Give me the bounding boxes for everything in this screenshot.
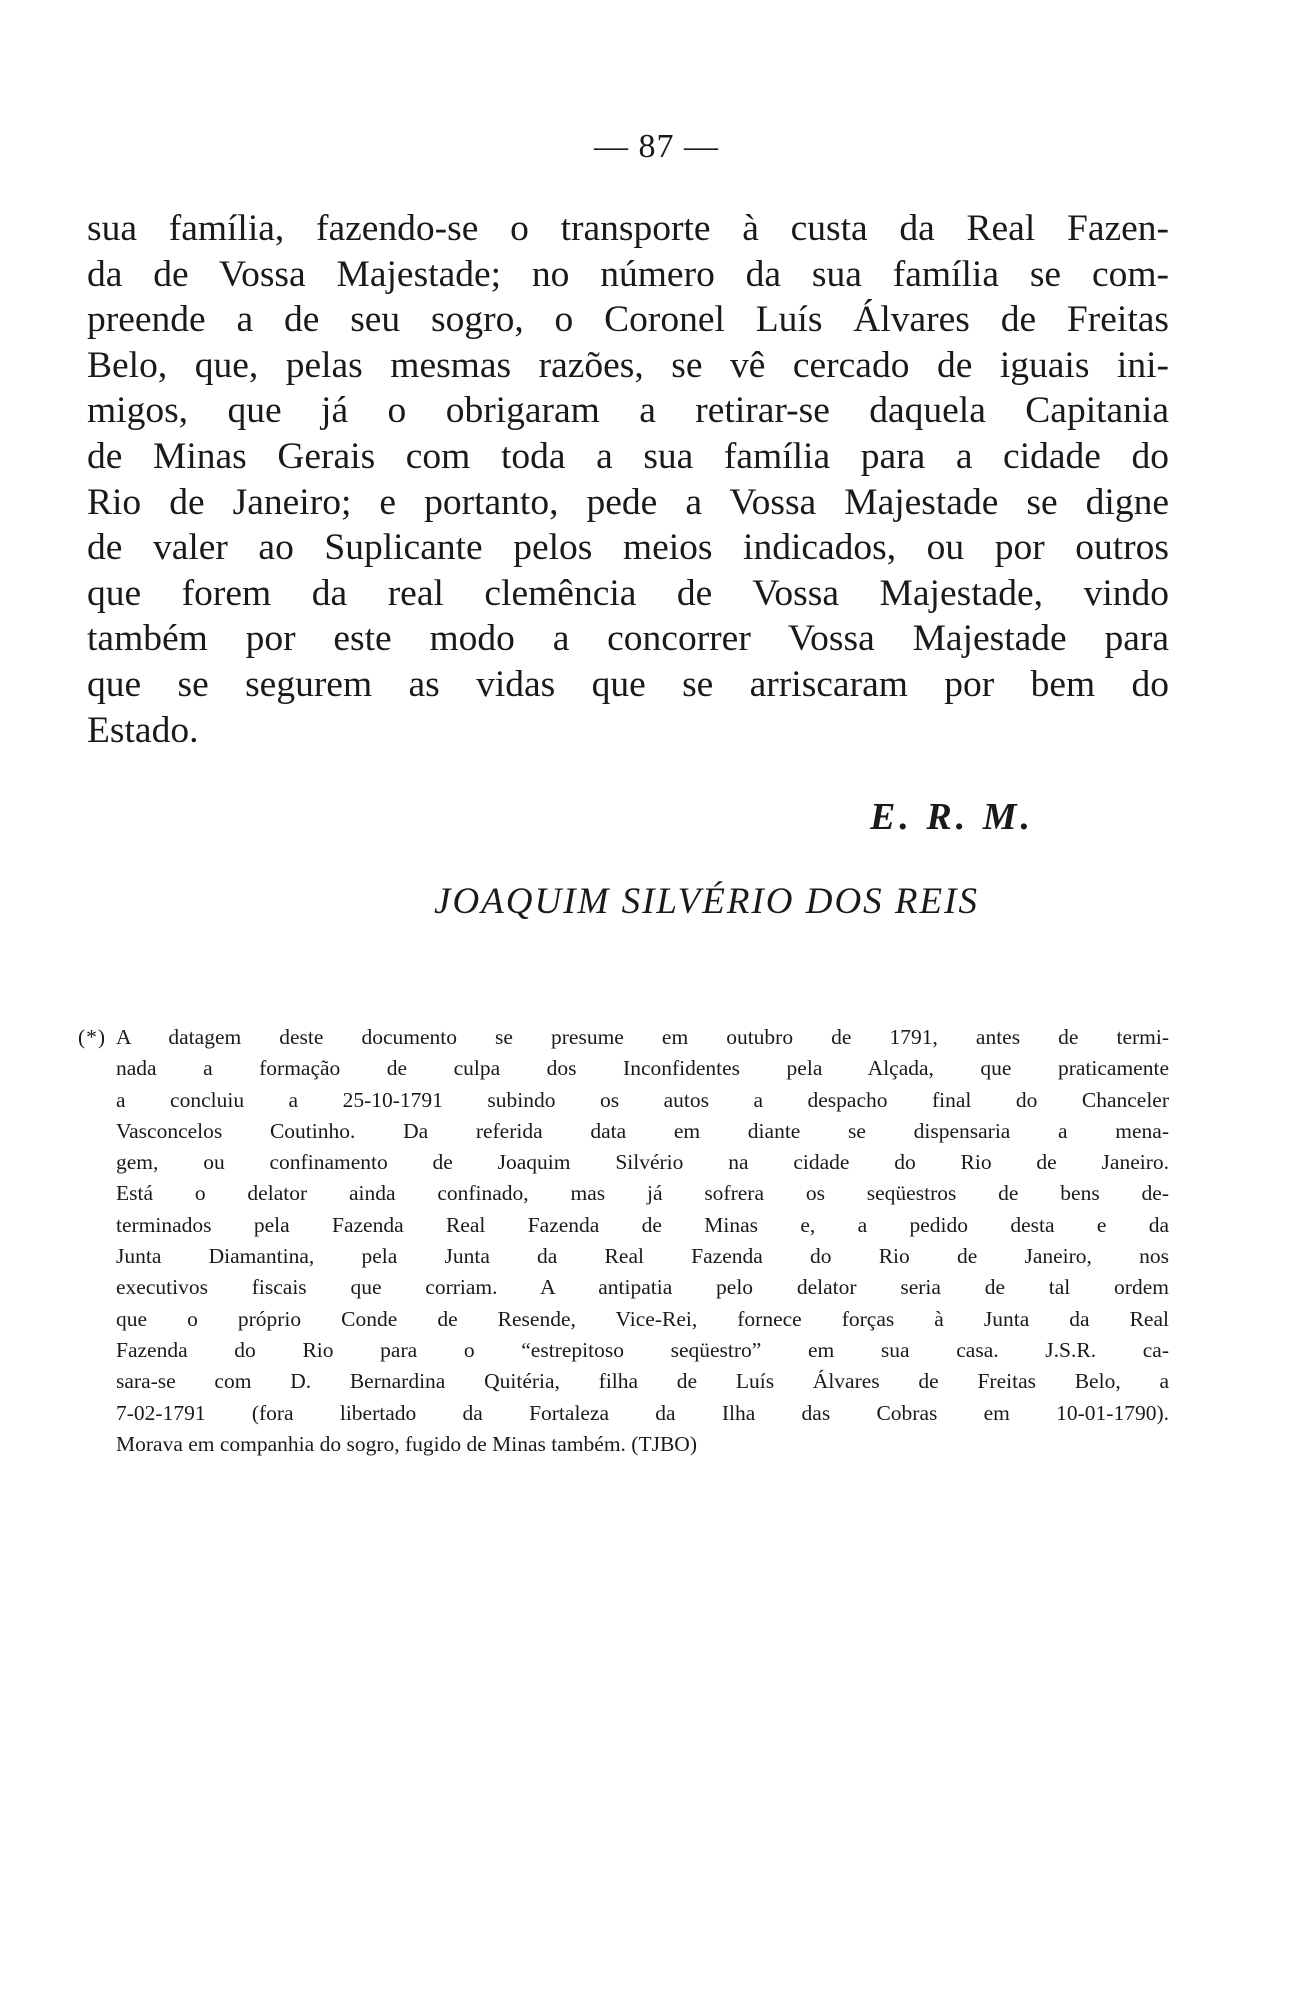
body-line: também por este modo a concorrer Vossa Majestade para bbox=[87, 618, 1169, 660]
footnote-line: Junta Diamantina, pela Junta da Real Fazenda do Rio de Janeiro, nos bbox=[116, 1244, 1169, 1269]
footnote-line: Está o delator ainda confinado, mas já sofrera os seqüestros de bens de- bbox=[116, 1181, 1169, 1206]
footnote bbox=[78, 1022, 1169, 1460]
footnote-line: gem, ou confinamento de Joaquim Silvério na cidade do Rio de Janeiro. bbox=[116, 1150, 1169, 1175]
footnote-line: a concluiu a 25-10-1791 subindo os autos a despacho final do Chanceler bbox=[116, 1087, 1169, 1112]
body-line: Belo, que, pelas mesmas razões, se vê cercado de iguais ini- bbox=[87, 344, 1169, 386]
page-number: — 87 — bbox=[594, 128, 719, 165]
footnote-marker: (*) bbox=[78, 1025, 107, 1049]
footnote-line: A datagem deste documento se presume em outubro de 1791, antes de termi- bbox=[116, 1025, 1169, 1049]
body-line: sua família, fazendo-se o transporte à custa da Real Fazen- bbox=[87, 208, 1169, 249]
body-line: migos, que já o obrigaram a retirar-se daquela Capitania bbox=[87, 390, 1169, 432]
footnote-line: nada a formação de culpa dos Inconfidentes pela Alçada, que praticamente bbox=[116, 1056, 1169, 1081]
footnote-line: terminados pela Fazenda Real Fazenda de Minas e, a pedido desta e da bbox=[116, 1212, 1169, 1237]
body-line: Rio de Janeiro; e portanto, pede a Vossa Majestade se digne bbox=[87, 481, 1169, 523]
footnote-line: Fazenda do Rio para o “estrepitoso seqüestro” em sua casa. J.S.R. ca- bbox=[116, 1337, 1169, 1362]
body-line: preende a de seu sogro, o Coronel Luís Álvares de Freitas bbox=[87, 299, 1169, 341]
body-line: da de Vossa Majestade; no número da sua família se com- bbox=[87, 253, 1169, 295]
footnote-line: sara-se com D. Bernardina Quitéria, filha de Luís Álvares de Freitas Belo, a bbox=[116, 1369, 1169, 1394]
signoff-initials: E. R. M. bbox=[870, 796, 1034, 838]
footnote-line: executivos fiscais que corriam. A antipatia pelo delator seria de tal ordem bbox=[116, 1275, 1169, 1300]
body-line: que se segurem as vidas que se arriscaram por bem do bbox=[87, 663, 1169, 705]
footnote-line: Morava em companhia do sogro, fugido de Minas também. (TJBO) bbox=[116, 1431, 697, 1456]
body-line: de Minas Gerais com toda a sua família para a cidade do bbox=[87, 435, 1169, 477]
signature-name: JOAQUIM SILVÉRIO DOS REIS bbox=[434, 881, 979, 922]
body-line: que forem da real clemência de Vossa Majestade, vindo bbox=[87, 572, 1169, 614]
body-paragraph bbox=[87, 206, 1169, 753]
footnote-line: que o próprio Conde de Resende, Vice-Rei, fornece forças à Junta da Real bbox=[116, 1306, 1169, 1331]
footnote-line: Vasconcelos Coutinho. Da referida data em diante se dispensaria a mena- bbox=[116, 1118, 1169, 1143]
body-line: de valer ao Suplicante pelos meios indicados, ou por outros bbox=[87, 527, 1169, 569]
footnote-line: 7-02-1791 (fora libertado da Fortaleza da Ilha das Cobras em 10-01-1790). bbox=[116, 1400, 1169, 1425]
body-line: Estado. bbox=[87, 709, 199, 751]
